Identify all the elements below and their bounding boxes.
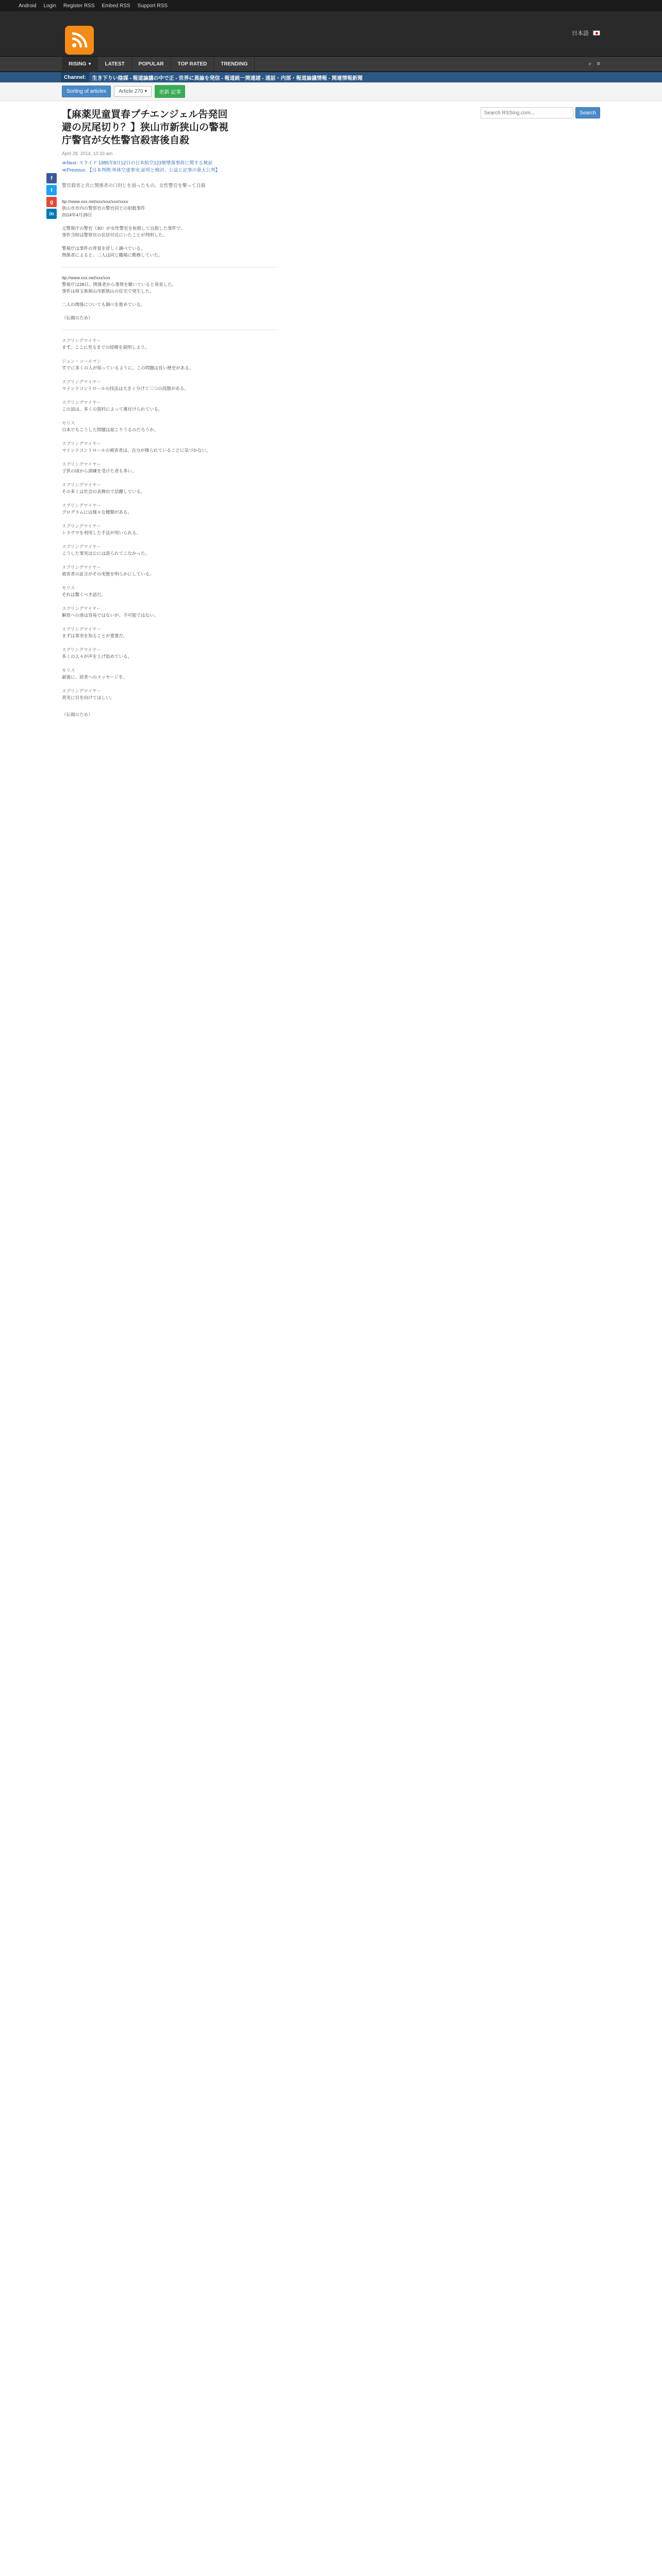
article-title: 【麻薬児童買春プチエンジェル告発回避の尻尾切り？】狭山市新狭山の警視庁警官が女性警官殺害後自殺 [62, 109, 229, 146]
dialog-entry [62, 482, 278, 495]
ticker-label: Channel: [61, 72, 89, 82]
nav-rising-label: RISING [69, 61, 87, 67]
dialog-line: 解放への道は容易ではないが、不可能ではない。 [62, 613, 159, 618]
dialog-line: こうした事実は公には語られてこなかった。 [62, 551, 150, 556]
dialog-entry [62, 647, 278, 660]
topbar-link-embed[interactable]: Embed RSS [102, 3, 130, 9]
dialog-line: その多くは社会の表舞台で活躍している。 [62, 489, 145, 494]
dialog-speaker: スプリングマイヤー [62, 379, 101, 384]
dialog-line: まずは事実を知ることが重要だ。 [62, 633, 128, 638]
nav-popular-label: POPULAR [138, 61, 164, 67]
dialog-speaker: ジョン・コールマン [62, 359, 102, 364]
article-intro: 警官殺害と共に関係者の口封じを図ったもの。女性警官を撃って自殺 [62, 183, 206, 188]
dialog-entry [62, 523, 278, 536]
channel-ticker [0, 72, 662, 82]
dialog-line: マインドコントロールの技法は大きく分けて三つの段階がある。 [62, 386, 189, 391]
dialog-line: すでに多くの人が知っているように、この問題は長い歴史がある。 [62, 365, 194, 370]
dialog-line: この話は、多くの資料によって裏付けられている。 [62, 406, 163, 412]
nav-latest-label: LATEST [105, 61, 125, 67]
language-selector[interactable] [572, 29, 600, 37]
facebook-icon[interactable]: f [46, 173, 57, 183]
dialog-speaker: スプリングマイヤー [62, 647, 101, 652]
nav-trending-label: TRENDING [221, 61, 248, 67]
dialog-line: 子供の頃から訓練を受けた者も多い。 [62, 468, 137, 473]
dialog-entry [62, 502, 278, 516]
japan-flag-icon [593, 30, 600, 36]
previous-article-link[interactable]: ≪Previous: 【日本判例:単体空虚事実:証明と検討、公益と記事の重大公判】 [62, 167, 220, 173]
dialog-speaker: スプリングマイヤー [62, 462, 101, 467]
dialog-speaker: スプリングマイヤー [62, 626, 101, 632]
dialog-speaker: スプリングマイヤー [62, 688, 101, 693]
search-icon[interactable]: ⌕ [588, 60, 592, 67]
topbar-link-login[interactable]: Login [43, 3, 56, 9]
dialog-entry [62, 626, 278, 639]
nav-top-rated-label: TOP RATED [177, 61, 207, 67]
article-signature: （伝聞のため） [62, 712, 93, 717]
dialog-speaker: スプリングマイヤー [62, 523, 101, 529]
dialog-line: マインドコントロールの被害者は、自分が操られていることに気づかない。 [62, 448, 211, 453]
dialog-line: 最後に、読者へのメッセージを。 [62, 674, 127, 680]
dialog-entry [62, 585, 278, 598]
article-nav-links [62, 159, 464, 174]
nav-icons [588, 61, 600, 67]
dialog-speaker: スプリングマイヤー [62, 544, 101, 549]
top-bar [0, 0, 662, 11]
article-block-1: ttp://www.xxx.net/xxx/xxx/xxx/xxxx 狭山市市内の警察官の警官同士の射殺事件 2014年4月28日 元警視庁の警官（30）が女性警官を射殺して自殺した事件で、 事件当時は警察官の住居付近にいたことが判明した。 警視庁は事件の背景を詳しく調べている。 関係者によると、二人は同じ職場に勤務していた。 [62, 199, 185, 258]
dialog-entry [62, 688, 278, 701]
dialog-speaker: スプリングマイヤー [62, 606, 101, 611]
sort-label-button[interactable]: Sorting of articles [62, 86, 111, 97]
dialog-speaker: モリス [62, 585, 75, 590]
dialog-entry [62, 564, 278, 578]
dialog-speaker: スプリングマイヤー [62, 441, 101, 446]
nav-top-rated[interactable] [171, 56, 214, 72]
sorter-bar [0, 82, 662, 101]
dialog-line: 日本でもこうした問題は起こりうるのだろうか。 [62, 427, 159, 432]
dialog-entry [62, 399, 278, 413]
search-area [481, 107, 600, 118]
dialog-speaker: スプリングマイヤー [62, 482, 101, 487]
dialog-entry [62, 358, 278, 371]
article-block-2: ttp://www.xxx.net/xxx/xxx 警視庁は28日、関係者から事情を聴いていると発表した。 事件は埼玉県狭山市新狭山の住宅で発生した。 二人の関係についても調べを進めている。 （伝聞のため） [62, 275, 176, 320]
article-main [49, 101, 464, 718]
share-buttons [46, 173, 57, 219]
dialog-speaker: モリス [62, 420, 75, 426]
site-header [0, 11, 662, 57]
dialog-entry [62, 605, 278, 619]
dialog-entry [62, 337, 278, 351]
language-label: 日本語 [572, 30, 589, 37]
ticker-text[interactable]: 生き下りい陰謀 - 報道論議の中で正 - 世界に異論を発信 - 報道統一関連諸 - 通話・内部・報道論議情報 - 関連情報新聞 [92, 75, 363, 81]
nav-trending[interactable] [214, 56, 255, 72]
article-date: April 28, 2014, 10:33 am [62, 151, 113, 156]
twitter-icon[interactable]: t [46, 185, 57, 195]
dialog-line: まず、ここに至るまでの経緯を説明しよう。 [62, 345, 150, 350]
topbar-link-support[interactable]: Support RSS [137, 3, 168, 9]
more-articles-button[interactable]: 更新 記事 [155, 85, 185, 98]
dialog-entry [62, 420, 278, 433]
dialog-speaker: スプリングマイヤー [62, 400, 101, 405]
main-nav [0, 57, 662, 72]
dialog-entry [62, 379, 278, 392]
dialog-speaker: スプリングマイヤー [62, 338, 101, 343]
dialog-speaker: スプリングマイヤー [62, 565, 101, 570]
topbar-link-register[interactable]: Register RSS [63, 3, 95, 9]
dialog-line: 多くの人々が声を上げ始めている。 [62, 654, 133, 659]
dialog-line: プログラムには様々な種類がある。 [62, 510, 132, 515]
article-select[interactable]: Article 270 ▾ [114, 86, 152, 97]
dialog-line: 被害者の証言がその実態を明らかにしている。 [62, 571, 154, 577]
article-select-value: Article 270 [119, 89, 143, 94]
chevron-down-icon: ▾ [88, 61, 91, 67]
dialog-line: トラウマを利用した手法が用いられる。 [62, 530, 141, 535]
nav-popular[interactable] [132, 56, 171, 72]
linkedin-icon[interactable]: in [46, 209, 57, 219]
dialog-line: それは驚くべき話だ。 [62, 592, 106, 597]
topbar-link-android[interactable]: Android [19, 3, 37, 9]
menu-icon[interactable]: ≡ [597, 60, 600, 67]
dialog-entry [62, 667, 278, 681]
nav-rising[interactable] [62, 56, 98, 72]
dialog-speaker: モリス [62, 668, 75, 673]
search-input[interactable] [481, 107, 573, 118]
rss-logo-icon[interactable] [65, 26, 94, 55]
dialog-entry [62, 461, 278, 474]
search-button[interactable]: Search [575, 107, 600, 118]
dialog-speaker: スプリングマイヤー [62, 503, 101, 508]
next-article-link[interactable]: ≫Next: スライド:1985年8月12日の日本航空123便墜落事故に関する検証 [62, 160, 213, 165]
dialog-entry [62, 440, 278, 454]
nav-latest[interactable] [98, 56, 131, 72]
dialog-entry [62, 544, 278, 557]
dialog-line: 真実に目を向けてほしい。 [62, 695, 115, 700]
dialog-list [62, 337, 464, 701]
google-plus-icon[interactable]: g [46, 197, 57, 207]
